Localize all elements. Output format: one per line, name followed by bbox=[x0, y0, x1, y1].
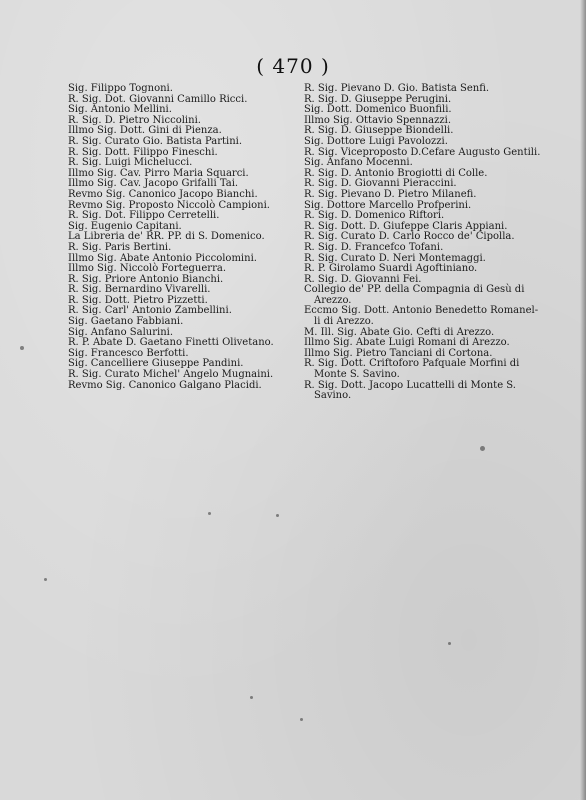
subscriber-entry: R. Sig. Curato D. Carlo Rocco de' Cipolla. bbox=[304, 231, 515, 243]
paper-speck bbox=[20, 346, 24, 350]
paper-speck bbox=[480, 446, 485, 451]
subscriber-entry: Illmo Sig. Abate Antonio Piccolomini. bbox=[68, 252, 257, 264]
subscriber-entry: R. P. Abate D. Gaetano Finetti Olivetano. bbox=[68, 337, 274, 349]
subscriber-entry: R. Sig. Paris Bertini. bbox=[68, 241, 172, 253]
paper-speck bbox=[276, 514, 279, 517]
subscriber-entry: R. Sig. D. Antonio Brogiotti di Colle. bbox=[304, 167, 488, 179]
paper-speck bbox=[208, 512, 211, 515]
subscriber-entry: Sig. Gaetano Fabbiani. bbox=[68, 316, 184, 328]
subscriber-entry: R. Sig. Curato D. Neri Montemaggi. bbox=[304, 252, 486, 264]
subscriber-entry: Sig. Cancelliere Giuseppe Pandini. bbox=[68, 358, 244, 370]
subscriber-entry: Illmo Sig. Pietro Tanciani di Cortona. bbox=[304, 347, 493, 359]
subscriber-entry: R. Sig. Dot. Giovanni Camillo Ricci. bbox=[68, 93, 248, 105]
subscriber-entry: R. Sig. D. Giovanni Fei. bbox=[304, 273, 422, 285]
subscriber-entry: li di Arezzo. bbox=[314, 316, 374, 328]
subscriber-entry: R. Sig. Viceproposto D.Cefare Augusto Gentili. bbox=[304, 146, 541, 158]
subscriber-entry: R. Sig. Pievano D. Pietro Milanefi. bbox=[304, 188, 477, 200]
subscriber-entry: Revmo Sig. Canonico Jacopo Bianchi. bbox=[68, 188, 258, 200]
subscriber-entry: R. Sig. Priore Antonio Bianchi. bbox=[68, 273, 224, 285]
paper-speck bbox=[250, 696, 253, 699]
subscriber-list-left bbox=[68, 84, 300, 391]
subscriber-entry: Sig. Filippo Tognoni. bbox=[68, 83, 173, 94]
page-number: ( 470 ) bbox=[256, 54, 330, 78]
subscriber-entry: Revmo Sig. Proposto Niccolò Campioni. bbox=[68, 199, 270, 211]
subscriber-entry: R. Sig. Dott. Criftoforo Pafquale Morfini di bbox=[304, 358, 520, 370]
subscriber-entry: Monte S. Savino. bbox=[314, 369, 400, 381]
subscriber-entry: R. Sig. Curato Michel' Angelo Mugnaini. bbox=[68, 369, 274, 381]
subscriber-entry: R. Sig. Dott. Jacopo Lucattelli di Monte S. bbox=[304, 379, 516, 391]
paper-speck bbox=[300, 718, 303, 721]
subscriber-entry: Illmo Sig. Cav. Jacopo Grifalli Tai. bbox=[68, 178, 239, 190]
subscriber-entry: La Libreria de' RR. PP. di S. Domenico. bbox=[68, 231, 265, 243]
subscriber-entry: Illmo Sig. Abate Luigi Romani di Arezzo. bbox=[304, 337, 510, 349]
subscriber-entry: R. Sig. D. Francefco Tofani. bbox=[304, 241, 444, 253]
subscriber-entry: R. Sig. D. Giovanni Pieraccini. bbox=[304, 178, 457, 190]
subscriber-entry: Illmo Sig. Niccolò Forteguerra. bbox=[68, 263, 226, 275]
subscriber-entry: R. Sig. D. Pietro Niccolini. bbox=[68, 114, 201, 126]
page-edge-shadow bbox=[580, 0, 586, 800]
subscriber-entry: Sig. Dottore Luigi Pavolozzi. bbox=[304, 135, 448, 147]
subscriber-entry: Collegio de' PP. della Compagnia di Gesù di bbox=[304, 284, 525, 296]
subscriber-entry: R. Sig. Curato Gio. Batista Partini. bbox=[68, 135, 243, 147]
subscriber-entry: R. Sig. Dott. Filippo Fineschi. bbox=[68, 146, 218, 158]
subscriber-entry: R. Sig. Dott. D. Giufeppe Claris Appiani. bbox=[304, 220, 508, 232]
subscriber-entry: Sig. Eugenio Capitani. bbox=[68, 220, 182, 232]
paper-speck bbox=[448, 642, 451, 645]
subscriber-entry: Sig. Antonio Mellini. bbox=[68, 104, 172, 116]
subscriber-entry: Arezzo. bbox=[314, 294, 352, 306]
subscriber-entry: Eccmo Sig. Dott. Antonio Benedetto Romanel- bbox=[304, 305, 539, 317]
paper-speck bbox=[44, 578, 47, 581]
subscriber-entry: Illmo Sig. Dott. Gini di Pienza. bbox=[68, 125, 222, 137]
subscriber-entry: Sig. Dott. Domenico Buonfili. bbox=[304, 104, 452, 116]
subscriber-entry: Illmo Sig. Cav. Pirro Maria Squarci. bbox=[68, 167, 249, 179]
subscriber-entry: R. Sig. Bernardino Vivarelli. bbox=[68, 284, 211, 296]
subscriber-entry: R. P. Girolamo Suardi Agoftiniano. bbox=[304, 263, 478, 275]
subscriber-entry: R. Sig. D. Giuseppe Biondelli. bbox=[304, 125, 454, 137]
subscriber-entry: R. Sig. Carl' Antonio Zambellini. bbox=[68, 305, 232, 317]
subscriber-entry: R. Sig. Dott. Pietro Pizzetti. bbox=[68, 294, 208, 306]
subscriber-entry: Savino. bbox=[314, 390, 352, 402]
subscriber-entry: R. Sig. D. Domenico Riftori. bbox=[304, 210, 445, 222]
subscriber-entry: Sig. Anfano Salurini. bbox=[68, 326, 174, 338]
subscriber-entry: Sig. Dottore Marcello Profperini. bbox=[304, 199, 472, 211]
subscriber-entry: Illmo Sig. Ottavio Spennazzi. bbox=[304, 114, 452, 126]
subscriber-entry: R. Sig. Luigi Michelucci. bbox=[68, 157, 193, 169]
subscriber-entry: R. Sig. Dot. Filippo Cerretelli. bbox=[68, 210, 220, 222]
subscriber-entry: Revmo Sig. Canonico Galgano Placidi. bbox=[68, 379, 262, 391]
subscriber-entry: Sig. Francesco Berfotti. bbox=[68, 347, 189, 359]
subscriber-entry: M. Ill. Sig. Abate Gio. Cefti di Arezzo. bbox=[304, 326, 495, 338]
subscriber-entry: R. Sig. D. Giuseppe Perugini. bbox=[304, 93, 452, 105]
subscriber-list-right bbox=[304, 84, 540, 402]
subscriber-entry: Sig. Anfano Mocenni. bbox=[304, 157, 413, 169]
subscriber-entry: R. Sig. Pievano D. Gio. Batista Senfi. bbox=[304, 83, 490, 94]
